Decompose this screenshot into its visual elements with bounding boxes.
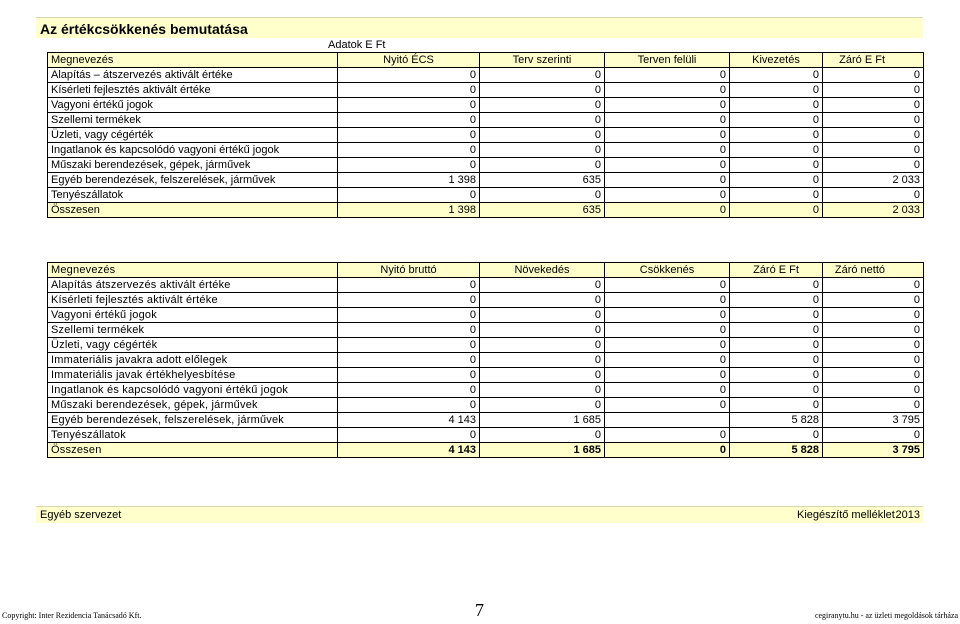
table-row bbox=[48, 368, 924, 383]
cell-value: 0 bbox=[730, 278, 823, 293]
cell-value: 0 bbox=[338, 158, 480, 173]
cell-value: 0 bbox=[823, 128, 924, 143]
cell-value: 0 bbox=[338, 143, 480, 158]
cell-value: 0 bbox=[823, 338, 924, 353]
table-row bbox=[48, 428, 924, 443]
cell-value: 0 bbox=[823, 83, 924, 98]
cell-value: 0 bbox=[480, 143, 605, 158]
cell-value: 0 bbox=[730, 428, 823, 443]
table-row bbox=[48, 128, 924, 143]
cell-value: 0 bbox=[823, 428, 924, 443]
cell-value: 5 828 bbox=[730, 413, 823, 428]
cell-value: 0 bbox=[823, 68, 924, 83]
cell-value: 0 bbox=[605, 428, 730, 443]
header-row bbox=[48, 263, 924, 278]
table-row bbox=[48, 353, 924, 368]
cell-value: 0 bbox=[730, 143, 823, 158]
table-row bbox=[48, 143, 924, 158]
cell-value: 0 bbox=[338, 368, 480, 383]
cell-value: 0 bbox=[730, 398, 823, 413]
cell-value: 0 bbox=[480, 128, 605, 143]
cell-value bbox=[605, 413, 730, 428]
cell-value: 0 bbox=[823, 143, 924, 158]
cell-value: 0 bbox=[730, 323, 823, 338]
cell-value: 0 bbox=[605, 173, 730, 188]
cell-value: 0 bbox=[480, 188, 605, 203]
depreciation-table bbox=[47, 52, 924, 218]
cell-value: 0 bbox=[730, 308, 823, 323]
cell-value: 0 bbox=[338, 278, 480, 293]
cell-value: 0 bbox=[338, 128, 480, 143]
cell-value: 0 bbox=[730, 203, 823, 218]
cell-value: 0 bbox=[730, 68, 823, 83]
cell-value: 0 bbox=[480, 428, 605, 443]
units-label: Adatok E Ft bbox=[328, 39, 386, 51]
cell-value: 0 bbox=[605, 278, 730, 293]
table-row bbox=[48, 383, 924, 398]
cell-value: 0 bbox=[730, 83, 823, 98]
cell-value: 0 bbox=[338, 293, 480, 308]
cell-value: Záró nettó bbox=[823, 263, 924, 278]
cell-value: 0 bbox=[338, 113, 480, 128]
cell-value: 0 bbox=[605, 68, 730, 83]
row-label: Ingatlanok és kapcsolódó vagyoni értékű jogok bbox=[48, 143, 338, 158]
cell-value: 0 bbox=[605, 338, 730, 353]
row-label: Alapítás – átszervezés aktivált értéke bbox=[48, 68, 338, 83]
row-label: Immateriális javakra adott előlegek bbox=[48, 353, 338, 368]
table-row bbox=[48, 113, 924, 128]
table-row bbox=[48, 68, 924, 83]
cell-value: 1 398 bbox=[338, 203, 480, 218]
cell-value: 0 bbox=[605, 83, 730, 98]
cell-value: 0 bbox=[730, 188, 823, 203]
cell-value: 0 bbox=[338, 188, 480, 203]
cell-value: 0 bbox=[823, 398, 924, 413]
cell-value: 0 bbox=[480, 308, 605, 323]
cell-value: 0 bbox=[823, 353, 924, 368]
table-row bbox=[48, 98, 924, 113]
table-row bbox=[48, 338, 924, 353]
table-row bbox=[48, 308, 924, 323]
cell-value: 0 bbox=[338, 383, 480, 398]
total-row bbox=[48, 203, 924, 218]
cell-value: 635 bbox=[480, 173, 605, 188]
cell-value: 3 795 bbox=[823, 413, 924, 428]
table-row bbox=[48, 188, 924, 203]
cell-value: 1 685 bbox=[480, 413, 605, 428]
cell-value: 0 bbox=[823, 188, 924, 203]
table-row bbox=[48, 293, 924, 308]
cell-value: 0 bbox=[823, 113, 924, 128]
cell-value: 0 bbox=[338, 353, 480, 368]
row-label: Tenyészállatok bbox=[48, 188, 338, 203]
footer-section: Kiegészítő melléklet bbox=[797, 509, 895, 521]
row-label: Egyéb berendezések, felszerelések, járművek bbox=[48, 173, 338, 188]
cell-value: 4 143 bbox=[338, 443, 480, 458]
cell-value: Záró E Ft bbox=[730, 263, 823, 278]
cell-value: 0 bbox=[605, 293, 730, 308]
page-number: 7 bbox=[475, 600, 484, 620]
row-label: Összesen bbox=[48, 443, 338, 458]
cell-value: 5 828 bbox=[730, 443, 823, 458]
row-label: Ingatlanok és kapcsolódó vagyoni értékű jogok bbox=[48, 383, 338, 398]
cell-value: 2 033 bbox=[823, 203, 924, 218]
cell-value: 0 bbox=[823, 308, 924, 323]
cell-value: 0 bbox=[338, 428, 480, 443]
cell-value: 0 bbox=[730, 173, 823, 188]
row-label: Szellemi termékek bbox=[48, 323, 338, 338]
row-label: Alapítás átszervezés aktivált értéke bbox=[48, 278, 338, 293]
cell-value: 0 bbox=[823, 158, 924, 173]
row-label: Műszaki berendezések, gépek, járművek bbox=[48, 398, 338, 413]
row-label: Műszaki berendezések, gépek, járművek bbox=[48, 158, 338, 173]
row-label: Kísérleti fejlesztés aktivált értéke bbox=[48, 293, 338, 308]
table-row bbox=[48, 158, 924, 173]
cell-value: 0 bbox=[338, 323, 480, 338]
row-label: Megnevezés bbox=[48, 263, 338, 278]
table-row bbox=[48, 398, 924, 413]
cell-value: 635 bbox=[480, 203, 605, 218]
cell-value: 0 bbox=[730, 128, 823, 143]
cell-value: 1 398 bbox=[338, 173, 480, 188]
cell-value: Nyitó ÉCS bbox=[338, 53, 480, 68]
cell-value: 2 033 bbox=[823, 173, 924, 188]
cell-value: 0 bbox=[605, 368, 730, 383]
cell-value: Kivezetés bbox=[730, 53, 823, 68]
cell-value: 0 bbox=[338, 98, 480, 113]
table-row bbox=[48, 83, 924, 98]
cell-value: Nyitó bruttó bbox=[338, 263, 480, 278]
cell-value: 0 bbox=[730, 368, 823, 383]
cell-value: 0 bbox=[605, 353, 730, 368]
cell-value: Záró E Ft bbox=[823, 53, 924, 68]
cell-value: 0 bbox=[605, 113, 730, 128]
table-row bbox=[48, 278, 924, 293]
cell-value: 0 bbox=[338, 398, 480, 413]
row-label: Szellemi termékek bbox=[48, 113, 338, 128]
cell-value: Terv szerinti bbox=[480, 53, 605, 68]
cell-value: 0 bbox=[605, 158, 730, 173]
row-label: Összesen bbox=[48, 203, 338, 218]
cell-value: 0 bbox=[480, 368, 605, 383]
cell-value: 0 bbox=[480, 323, 605, 338]
cell-value: 0 bbox=[480, 158, 605, 173]
table-row bbox=[48, 323, 924, 338]
table-row bbox=[48, 413, 924, 428]
cell-value: Terven felüli bbox=[605, 53, 730, 68]
footer-year: 2013 bbox=[895, 509, 920, 521]
cell-value: 0 bbox=[605, 98, 730, 113]
total-row bbox=[48, 443, 924, 458]
cell-value: 1 685 bbox=[480, 443, 605, 458]
cell-value: Növekedés bbox=[480, 263, 605, 278]
cell-value: 0 bbox=[605, 308, 730, 323]
cell-value: 0 bbox=[730, 293, 823, 308]
cell-value: 0 bbox=[480, 338, 605, 353]
cell-value: 0 bbox=[730, 158, 823, 173]
cell-value: 0 bbox=[605, 443, 730, 458]
footer-org: Egyéb szervezet bbox=[40, 509, 122, 521]
cell-value: 0 bbox=[480, 278, 605, 293]
footer-bar bbox=[36, 506, 923, 523]
cell-value: 0 bbox=[338, 308, 480, 323]
cell-value: 0 bbox=[823, 98, 924, 113]
cell-value: 0 bbox=[730, 383, 823, 398]
cell-value: 0 bbox=[823, 368, 924, 383]
row-label: Üzleti, vagy cégérték bbox=[48, 128, 338, 143]
cell-value: 0 bbox=[605, 383, 730, 398]
cell-value: 0 bbox=[823, 293, 924, 308]
cell-value: 0 bbox=[480, 353, 605, 368]
cell-value: 0 bbox=[605, 143, 730, 158]
row-label: Egyéb berendezések, felszerelések, járművek bbox=[48, 413, 338, 428]
row-label: Üzleti, vagy cégérték bbox=[48, 338, 338, 353]
table-row bbox=[48, 173, 924, 188]
cell-value: 0 bbox=[605, 128, 730, 143]
site-text: cegiranytu.hu - az üzleti megoldások tárháza bbox=[814, 611, 958, 620]
cell-value: 0 bbox=[338, 338, 480, 353]
cell-value: 0 bbox=[480, 83, 605, 98]
cell-value: 0 bbox=[338, 68, 480, 83]
row-label: Vagyoni értékű jogok bbox=[48, 308, 338, 323]
cell-value: 0 bbox=[480, 398, 605, 413]
cell-value: Csökkenés bbox=[605, 263, 730, 278]
cell-value: 0 bbox=[605, 398, 730, 413]
row-label: Immateriális javak értékhelyesbítése bbox=[48, 368, 338, 383]
cell-value: 0 bbox=[480, 113, 605, 128]
cell-value: 0 bbox=[730, 338, 823, 353]
cell-value: 0 bbox=[605, 323, 730, 338]
cell-value: 0 bbox=[605, 203, 730, 218]
cell-value: 0 bbox=[480, 383, 605, 398]
cell-value: 0 bbox=[730, 113, 823, 128]
cell-value: 3 795 bbox=[823, 443, 924, 458]
cell-value: 0 bbox=[730, 98, 823, 113]
row-label: Vagyoni értékű jogok bbox=[48, 98, 338, 113]
row-label: Kísérleti fejlesztés aktivált értéke bbox=[48, 83, 338, 98]
cell-value: 4 143 bbox=[338, 413, 480, 428]
cell-value: 0 bbox=[823, 383, 924, 398]
row-label: Megnevezés bbox=[48, 53, 338, 68]
cell-value: 0 bbox=[480, 293, 605, 308]
row-label: Tenyészállatok bbox=[48, 428, 338, 443]
gross-value-table bbox=[47, 262, 924, 458]
cell-value: 0 bbox=[730, 353, 823, 368]
cell-value: 0 bbox=[823, 278, 924, 293]
cell-value: 0 bbox=[480, 98, 605, 113]
cell-value: 0 bbox=[338, 83, 480, 98]
header-row bbox=[48, 53, 924, 68]
cell-value: 0 bbox=[823, 323, 924, 338]
cell-value: 0 bbox=[480, 68, 605, 83]
page-title: Az értékcsökkenés bemutatása bbox=[36, 17, 923, 38]
cell-value: 0 bbox=[605, 188, 730, 203]
copyright-text: Copyright: Inter Rezidencia Tanácsadó Kft. bbox=[2, 611, 142, 620]
